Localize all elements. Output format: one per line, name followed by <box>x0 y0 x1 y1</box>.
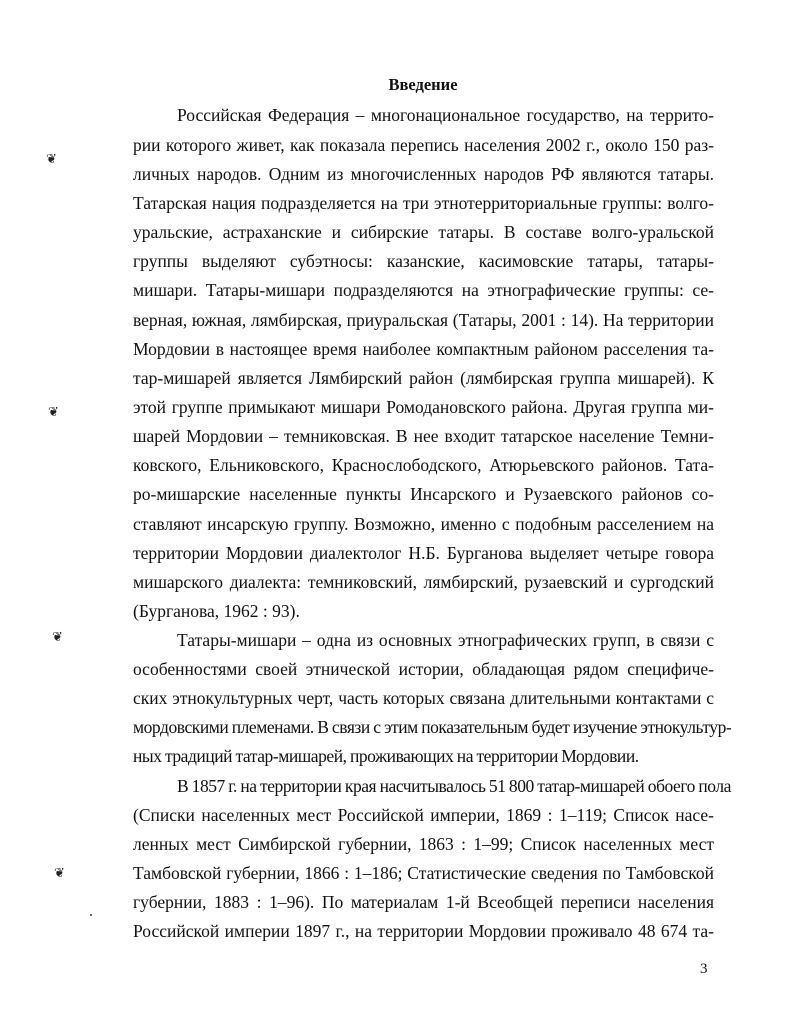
text-line: личных народов. Одним из многочисленных народов РФ являются татары. <box>133 164 714 184</box>
text-line: шарей Мордовии – темниковская. В нее входит татарское население Темни- <box>133 426 714 446</box>
text-line: В 1857 г. на территории края насчитывалось 51 800 татар-мишарей обоего пола <box>177 776 731 796</box>
text-line: Тамбовской губернии, 1866 : 1–186; Статистические сведения по Тамбовской <box>133 863 714 883</box>
text-line: ставляют инсарскую группу. Возможно, именно с подобным расселением на <box>133 514 714 534</box>
text-line: мишарского диалекта: темниковский, лямбирский, рузаевский и сургодский <box>133 572 714 592</box>
text-line: ских этнокультурных черт, часть которых связана длительными контактами с <box>133 688 714 708</box>
margin-ornament-icon: ❦ <box>54 865 65 880</box>
page-number: 3 <box>700 961 708 977</box>
text-line: особенностями своей этнической истории, обладающая рядом специфиче- <box>133 659 714 679</box>
text-line: ных традиций татар-мишарей, проживающих на территории Мордовии. <box>133 746 639 766</box>
page-title: Введение <box>388 75 458 94</box>
text-line: верная, южная, лямбирская, приуральская (Татары, 2001 : 14). На территории <box>133 310 714 330</box>
text-line: ро-мишарские населенные пункты Инсарского и Рузаевского районов со- <box>133 484 714 504</box>
text-line: рии которого живет, как показала перепись населения 2002 г., около 150 раз- <box>133 135 714 155</box>
text-line: (Бурганова, 1962 : 93). <box>133 601 300 621</box>
text-line: ковского, Ельниковского, Краснослободского, Атюрьевского районов. Тата- <box>133 455 714 475</box>
margin-ornament-icon: ❦ <box>48 404 59 419</box>
text-line: мордовскими племенами. В связи с этим показательным будет изучение этнокультур- <box>133 717 732 737</box>
scan-speck <box>90 914 92 916</box>
margin-ornament-icon: ❦ <box>52 629 63 644</box>
text-line: (Списки населенных мест Российской империи, 1869 : 1–119; Список насе- <box>133 805 714 825</box>
text-line: уральские, астраханские и сибирские татары. В составе волго-уральской <box>133 222 714 242</box>
text-line: Российская Федерация – многонациональное государство, на террито- <box>177 105 714 125</box>
text-line: Российской империи 1897 г., на территории Мордовии проживало 48 674 та- <box>133 921 714 941</box>
text-line: территории Мордовии диалектолог Н.Б. Бурганова выделяет четыре говора <box>133 543 714 563</box>
margin-ornament-icon: ❦ <box>46 151 57 166</box>
text-line: тар-мишарей является Лямбирский район (лямбирская группа мишарей). К <box>133 368 714 388</box>
text-line: группы выделяют субэтносы: казанские, касимовские татары, татары- <box>133 251 714 271</box>
text-line: губернии, 1883 : 1–96). По материалам 1-й Всеобщей переписи населения <box>133 892 714 912</box>
text-line: Татары-мишари – одна из основных этнографических групп, в связи с <box>177 630 714 650</box>
text-line: ленных мест Симбирской губернии, 1863 : 1–99; Список населенных мест <box>133 834 714 854</box>
text-line: Мордовии в настоящее время наиболее компактным районом расселения та- <box>133 339 714 359</box>
text-line: мишари. Татары-мишари подразделяются на этнографические группы: се- <box>133 280 714 300</box>
text-line: Татарская нация подразделяется на три этнотерриториальные группы: волго- <box>133 193 714 213</box>
text-line: этой группе примыкают мишари Ромодановского района. Другая группа ми- <box>133 397 714 417</box>
